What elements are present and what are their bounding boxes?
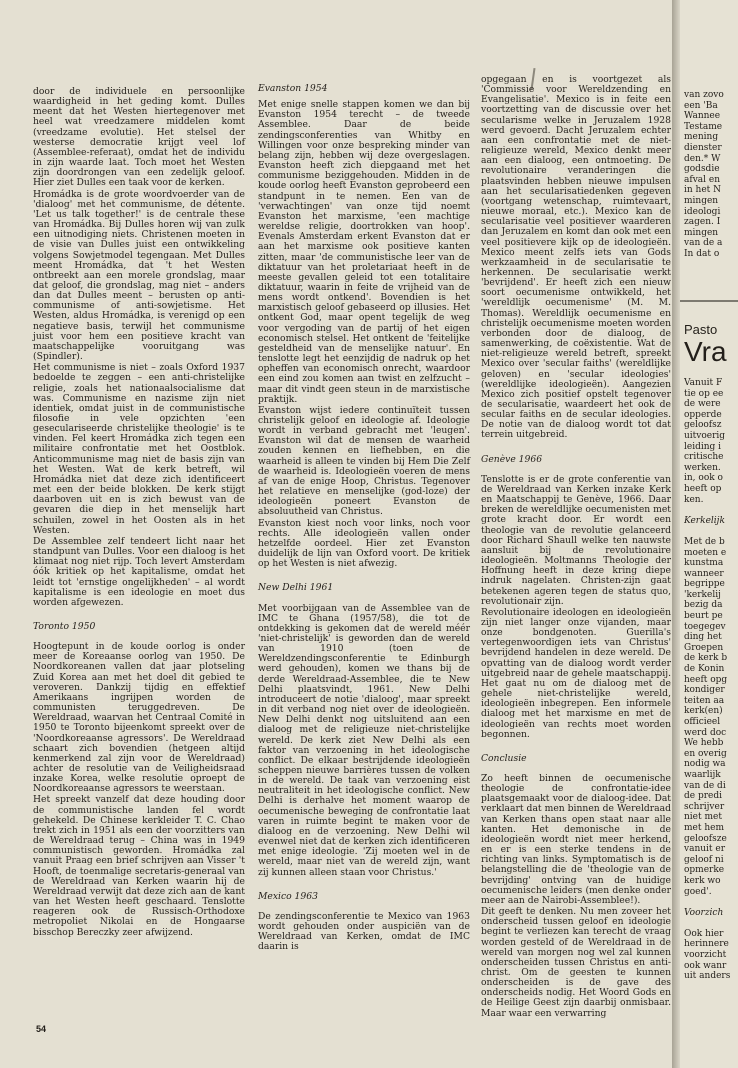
facing-line: van zovo (684, 90, 724, 100)
facing-line: opperde (684, 409, 722, 420)
section-heading: Evanston 1954 (258, 83, 328, 94)
facing-line: heeft opg (684, 674, 728, 685)
facing-line: Kerkelijk (684, 515, 725, 526)
facing-line: geloofsze (684, 833, 727, 844)
facing-line: in, ook o (684, 473, 723, 484)
facing-line: mening (684, 132, 719, 143)
facing-line: van de di (684, 780, 726, 791)
facing-line: Ook hier (684, 928, 724, 939)
paragraph: Dit geeft te denken. Nu men zoveer het onderscheid tussen geloof en ideologie begint te verliezen kan terecht de vraag worden gesteld of de Wereldraad in de wereld van morgen nog wel zal kunnen onderscheiden tussen Christus en anti-christ. Om de geesten te kunnen onderscheiden is de gave des onderscheids nodig. Het Woord Gods en de Heilige Geest zijn daarbij onmisbaar. Maar waar een verwarring (481, 906, 671, 1019)
facing-line: officieel (684, 717, 721, 727)
facing-line (684, 897, 738, 908)
section-heading: Genève 1966 (481, 453, 543, 465)
facing-line: dienster (684, 142, 722, 153)
facing-page-kicker: Pasto (684, 322, 718, 337)
facing-page-rule (680, 300, 738, 302)
facing-page-headline: Vra (684, 336, 727, 367)
facing-line: vanuit er (684, 844, 726, 855)
paragraph: Evanston wijst iedere continuïteit tussen christelijk geloof en ideologie af. Ideologie wordt in verband gebracht met 'leugen'. Evanston wil dat de mensen de waarheid zouden kennen en liefhebben, en die waarheid is alleen te vinden bij Hem Die Zelf de waarheid is. Ideologieën voeren de mens af van de enige Hoop, Christus. Tegenover het relatieve en menselijke (god-loze) der ideologieën poneert Evanston de absoluutheid van Christus. (258, 404, 470, 518)
facing-line: beurt pe (684, 611, 723, 622)
facing-line: de predi (684, 791, 722, 802)
paragraph: Met voorbijgaan van de Assemblee van de IMC te Ghana (1957/58), die tot de ontdekking is gekomen dat de wereld méér 'niet-christelijk' is geworden dan de wereld van 1910 (toen de Wereldzendingsconferentie te Edinburgh werd gehouden), komen we thans bij de derde Wereldraad-Assemblee, die te New Delhi plaatsvindt, 1961. New Delhi introduceert de notie 'dialoog', maar spreekt in dit verband nog niet over de ideologieën. New Delhi denkt nog uitsluitend aan een dialoog met de religieuze niet-christelijke wereld. De kerk ziet New Delhi als een faktor van verzoening in het ideologische conflict. De elkaar bestrijdende ideologieën scheppen nieuwe barrières tussen de volken in de wereld. De taak van verzoening eist neutraliteit in het ideologische conflict. New Delhi is derhalve het moment waarop de oecumenische beweging de confrontatie laat varen in ruimte begint te maken voor de dialoog en de verzoening. New Delhi wil evenwel niet dat de kerken zich identificeren met enige ideologie. 'Zij moeten wel in de wereld, maar niet van de wereld zijn, want zij kunnen alleen staan voor Christus.' (258, 602, 470, 878)
facing-line: ding het (684, 632, 722, 643)
facing-line: 'kerkelij (684, 589, 721, 600)
facing-line: In dat o (684, 248, 720, 259)
facing-line: ook wanr (684, 960, 727, 971)
facing-line: Voorzich (684, 907, 724, 918)
facing-line: schrijver (684, 801, 725, 812)
facing-line: waarlijk (684, 769, 721, 780)
facing-line: ken. (684, 494, 704, 505)
facing-line: den.* W (684, 153, 721, 164)
facing-line: goed'. (684, 886, 712, 897)
facing-line: kunstma (684, 558, 724, 569)
facing-line: geloof ni (684, 854, 724, 865)
facing-line (684, 526, 738, 537)
facing-page-body-text (684, 378, 738, 982)
column-2 (258, 84, 470, 954)
facing-line: de Konin (684, 664, 725, 675)
facing-line: uit anders (684, 971, 731, 982)
facing-line: werd doc (684, 727, 727, 738)
paragraph: opgegaan en is voortgezet als 'Commissie voor Wereldzending en Evangelisatie'. Mexico is in feite een voortzetting van de discussie over het secularisme welke in Jeruzalem 1928 werd gevoerd. Dacht Jeruzalem echter aan een confrontatie met de niet-religieuze wereld, Mexico denkt meer aan een dialoog, een ontmoeting. De revolutionaire veranderingen die plaatsvinden hebben nieuwe impulsen aan het secularisatiedenken gegeven (voortgang wetenschap, ruimtevaart, nieuwe moraal, etc.). Mexico kan de secularisatie veel positiever waarderen dan Jeruzalem en komt dan ook met een veel positievere kijk op de ideologieën. Mexico meent zelfs iets van Gods werkzaamheid in de secularisatie te herkennen. De secularisatie werkt 'bevrijdend'. Er heeft zich een nieuw soort oecumenisme ontwikkeld, het 'wereldlijk oecumenisme' (M. M. Thomas). Wereldlijk oecumenisme en christelijk oecumenisme moeten worden verbonden door de dialoog, de samenwerking, de coëxistentie. Wat de niet-religieuze wereld betreft, spreekt Mexico over 'secular faiths' (wereldlijke geloven) en 'secular ideologies' (wereldlijke ideologieën). Aangezien Mexico zich positief opstelt tegenover de secularisatie, waardeert het ook de secular faiths en de secular ideologies. De notie van de dialoog wordt tot dat terrein uitgebreid. (481, 74, 671, 441)
facing-line: niet met (684, 812, 722, 823)
paragraph: De zendingsconferentie te Mexico van 1963 wordt gehouden onder auspiciën van de Wereldraad van Kerken, omdat de IMC daarin is (258, 910, 470, 953)
facing-line: bezig da (684, 600, 723, 611)
facing-line: We hebb (684, 738, 724, 749)
paragraph: Tenslotte is er de grote conferentie van de Wereldraad van Kerken inzake Kerk en Maatschappij te Genève, 1966. Daar breken de wereldlijke oecumenisten met grote kracht door. Er wordt een theologie van de revolutie gelanceerd door Richard Shaull welke ten nauwste aansluit bij de revolutionaire ideologieën. Moltmanns Theologie der Hoffnung heeft in deze kring diepe indruk nagelaten. Christen-zijn gaat betekenen ageren tegen de status quo, revolutionair zijn. (481, 473, 671, 607)
facing-line: godsdie (684, 164, 720, 175)
paragraph: Het communisme is niet – zoals Oxford 1937 bedoelde te zeggen – een anti-christelijke religie, zoals het nationaalsocialisme dat was. Communisme en nazisme zijn niet identiek, omdat juist in de communistische filosofie in vele opzichten 'een geseculariseerde christelijke theologie' is te vinden. Fel keert Hromádka zich tegen een militaire confrontatie met het Oostblok. Anticommunisme mag niet de basis zijn van het Westen. Wat de kerk betreft, wil Hromádka niet dat deze zich identificeert met een der beide blokken. De kerk stijgt daarboven uit en is zich bewust van de gevaren die diep in het menselijk hart schuilen, zowel in het Oosten als in het Westen. (33, 362, 245, 536)
facing-line: heeft op (684, 483, 722, 494)
facing-line: geloofsz (684, 420, 722, 431)
facing-line: herinnere (684, 939, 729, 950)
paragraph: Het spreekt vanzelf dat deze houding door de communistische landen fel wordt gehekeld. De Chinese kerkleider T. C. Chao trekt zich in 1951 als een der voorzitters van de Wereldraad terug – China was in 1949 communistisch geworden. Hromádka zal vanuit Praag een brief schrijven aan Visser 't Hooft, de toenmalige secretaris-generaal van de Wereldraad van Kerken waarin hij de Wereldraad verwijt dat deze zich aan de kant van het Westen heeft geschaard. Tenslotte reageren ook de Russisch-Orthodoxe metropoliet Nikolai en de Hongaarse bisschop Bereczky zeer afwijzend. (33, 794, 245, 938)
facing-line: ideologi (684, 206, 721, 217)
facing-line: van de a (684, 238, 723, 249)
facing-line: zagen. I (684, 217, 721, 228)
facing-line: critische (684, 452, 724, 463)
facing-line: tie op ee (684, 388, 724, 399)
facing-line: de were (684, 399, 721, 410)
paragraph: De Assemblee zelf tendeert licht naar het standpunt van Dulles. Voor een dialoog is het klimaat nog niet rijp. Toch levert Amsterdam óók kritiek op het kapitalisme, omdat het leidt tot 'ernstige ongelijkheden' – al wordt kapitalisme is een ideologie en moet dus worden afgewezen. (33, 535, 245, 608)
paragraph: Revolutionaire ideologen en ideologieën zijn niet langer onze vijanden, maar onze bondgenoten. Guerilla's vertegenwoordigen iets van Christus' bevrijdend handelen in deze wereld. De opvatting van de dialoog wordt verder uitgebreid naar de gehele maatschappij. Het gaat nu om de dialoog met de gehele niet-christelijke wereld, ideologieën inbegrepen. Een informele dialoog met het marxisme en met de ideologieën van rechts moet worden begonnen. (481, 606, 671, 740)
paragraph: door de individuele en persoonlijke waardigheid in het geding komt. Dulles meent dat het Westen hiertegenover met heel wat vreedzamere middelen komt (vreedzame evolutie). Het stelsel der westerse democratie krijgt veel lof (Assemblee-referaat), omdat het de individu in zijn waarde laat. Toch moet het Westen zijn doordrongen van een zedelijk geloof. Hier ziet Dulles een taak voor de kerken. (33, 86, 245, 189)
facing-line (684, 505, 738, 516)
facing-line: kerk wo (684, 875, 721, 886)
facing-line: Testame (684, 121, 723, 132)
paragraph: Met enige snelle stappen komen we dan bij Evanston 1954 terecht – de tweede Assemblee. Daar de beide zendingsconferenties van Whitby en Willingen voor onze bespreking minder van belang zijn, hebben wij deze overgeslagen. Evanston heeft zich diepgaand met het communisme beziggehouden. Midden in de koude oorlog heeft Evanston geprobeerd een standpunt in te nemen. Een van de 'verwachtingen' van onze tijd noemt Evanston het marxisme, 'een machtige wereldse religie, doortrokken van hoop'. Evenals Amsterdam erkent Evanston dat er aan het marxisme ook positieve kanten zitten, maar 'de communistische leer van de diktatuur van het proletariaat heeft in de meeste gevallen geleid tot een totalitaire diktatuur, waarin in feite de vrijheid van de mens wordt ontkend'. Bovendien is het marxistisch geloof gebaseerd op illusies. Het ontkent God, maar opent tegelijk de weg voor vergoding van de partij of het eigen economisch stelsel. Het ontkent de 'feitelijke gesteldheid van de menselijke natuur'. En tenslotte legt het eenzijdig de nadruk op het opheffen van economisch onrecht, waardoor een eind zou komen aan twist en zelfzucht – maar dit vindt geen steun in de marxistische praktijk. (258, 99, 470, 405)
facing-page-top-text (684, 90, 738, 260)
section-heading: Toronto 1950 (33, 620, 96, 632)
column-1 (33, 87, 245, 939)
facing-line: en overig (684, 748, 727, 759)
facing-line: mingen (684, 195, 719, 206)
page-number: 54 (36, 1024, 47, 1034)
facing-line: met hem (684, 822, 724, 833)
facing-line: de kerk b (684, 653, 728, 664)
facing-line: teiten aa (684, 695, 725, 706)
facing-line: Vanuit F (684, 378, 723, 388)
facing-line: toegegev (684, 621, 726, 632)
facing-line (684, 918, 738, 929)
facing-line: uitvoerig (684, 430, 726, 441)
facing-line: nodig wa (684, 759, 726, 770)
section-heading: Conclusie (481, 752, 527, 764)
facing-line: in het N (684, 185, 722, 196)
section-heading: Mexico 1963 (258, 890, 318, 902)
facing-line: voorzicht (684, 950, 727, 961)
facing-line: Groepen (684, 642, 724, 653)
facing-line: kondiger (684, 685, 725, 696)
section-heading: New Delhi 1961 (258, 582, 334, 594)
facing-line: werken. (684, 462, 721, 473)
facing-line: Met de b (684, 536, 725, 547)
paragraph: Zo heeft binnen de oecumenische theologie de confrontatie-idee plaatsgemaakt voor de dialoog-idee. Dat verklaart dat men binnen de Wereldraad van Kerken thans open staat naar alle kanten. Het demonische in de ideologieën wordt niet meer herkend, en er is een sterke tendens in de richting van links. Symptomatisch is de belangstelling die de 'theologie van de bevrijding' ontving van de huidige oecumenische leiders (men denke onder meer aan de Nairobi-Assemblee!). (481, 773, 671, 906)
facing-line: afval en (684, 174, 721, 185)
facing-line: kerk(en) (684, 706, 723, 717)
facing-line: opmerke (684, 865, 725, 876)
paragraph: Hoogtepunt in de koude oorlog is onder meer de Koreaanse oorlog van 1950. De Noordkoreanen vallen dat jaar plotseling Zuid Korea aan met het doel dit gebied te veroveren. Dankzij tijdig en effektief Amerikaans ingrijpen worden de communisten teruggedreven. De Wereldraad, waarvan het Centraal Comité in 1950 te Toronto bijeenkomt spreekt over de 'Noordkoreaanse agressors'. De Wereldraad schaart zich bovendien (hetgeen altijd kenmerkend zal zijn voor de Wereldraad) achter de resolutie van de Veiligheidsraad inzake Korea, welke resolutie oproept de Noordkoreaanse agressors te weerstaan. (33, 641, 245, 795)
facing-line: moeten e (684, 547, 727, 558)
book-spine-gutter (672, 0, 680, 1068)
facing-line: Wannee (684, 111, 721, 122)
facing-line: leiding i (684, 441, 722, 452)
facing-page-fragment (680, 0, 738, 1068)
facing-line: begrippe (684, 579, 725, 590)
facing-line: wanneer (684, 568, 724, 579)
column-3 (481, 75, 671, 1020)
facing-line: een 'Ba (684, 100, 718, 111)
facing-line: mingen (684, 227, 719, 238)
paragraph: Hromádka is de grote woordvoerder van de 'dialoog' met het communisme, de détente. 'Let us talk together!' is de centrale these van Hromádka. Bij Dulles horen wij van zulk een uitnodiging niets. Christenen moeten in de visie van Dulles juist een ontwikkeling volgens Sowjetmodel tegengaan. Met Dulles meent Hromádka, dat 't het Westen ontbreekt aan een morele grondslag, maar dat geloof, die grondslag, mag niet – anders dan dat Dulles meent – berusten op anti-communisme of anti-sowjetisme. Het Westen, aldus Hromádka, is verenigd op een negatieve basis, terwijl het communisme juist voor hem een positieve kracht van maatschappelijke vooruitgang was (Spindler). (33, 188, 245, 363)
paragraph: Evanston kiest noch voor links, noch voor rechts. Alle ideologieën vallen onder hetzelfde oordeel. Hier zet Evanston duidelijk de lijn van Oxford voort. De kritiek op het Westen is niet afwezig. (258, 517, 470, 570)
